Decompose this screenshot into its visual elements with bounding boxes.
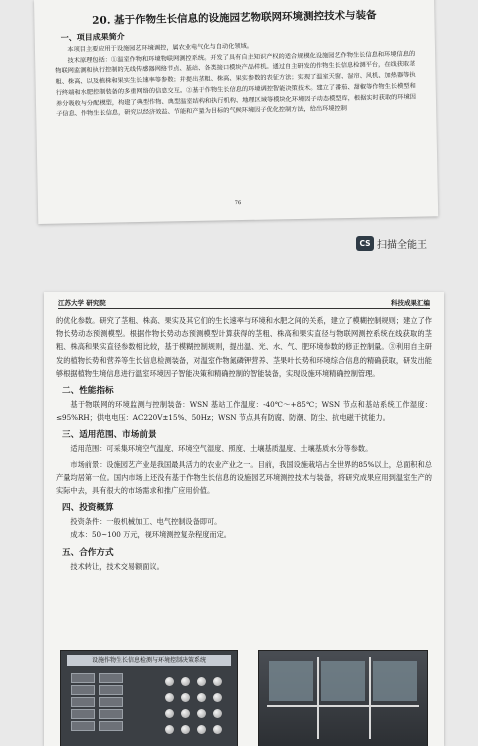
section-heading-intro: 一、项目成果简介 [60,31,125,43]
control-knob-icon [181,709,190,718]
section-heading-performance: 二、性能指标 [62,386,114,397]
running-header-right: 科技成果汇编 [391,299,430,307]
scope-paragraph: 适用范围：可采集环境空气温度、环境空气湿度、照度、土壤基质温度、土壤基质水分等参数。 [70,444,373,454]
greenhouse-photo [258,650,428,746]
sensor-cell [99,709,123,719]
sensor-cell [71,685,95,695]
market-paragraph: 市场前景：设施园艺产业是我国最具活力的农业产业之一。目前，我国设施栽培占全世界的85%以上，总面积和总产量均居第一位。国内市场上还没有基于作物生长信息的设施园艺环境测控技术与装备，将研究成果应用到温室生产的实际中去，具有很大的市场需求和推广应用价值。 [56,459,432,496]
section-heading-cooperation: 五、合作方式 [62,547,114,558]
section-heading-investment: 四、投资概算 [62,503,114,514]
control-system-photo-title: 设施作物生长信息检测与环境控制决策系统 [67,655,231,666]
control-knob-icon [213,709,222,718]
control-knob-icon [181,677,190,686]
control-knob-icon [213,725,222,734]
section-heading-scope-market: 三、适用范围、市场前景 [62,430,157,441]
control-knob-icon [197,693,206,702]
control-knob-icon [165,709,174,718]
control-knob-icon [165,725,174,734]
control-knob-icon [213,677,222,686]
greenhouse-window [269,661,313,701]
page-number: 76 [234,200,242,207]
sensor-cell [71,673,95,683]
control-knob-icon [165,693,174,702]
control-knob-icon [197,677,206,686]
sensor-cell [99,697,123,707]
control-knob-icon [165,677,174,686]
running-header [58,298,430,309]
greenhouse-frame [317,657,319,739]
camscanner-logo-icon: CS [356,236,374,251]
page-body [44,314,444,573]
control-knob-icon [213,693,222,702]
sensor-readout-grid [71,673,151,741]
continued-paragraph: 的优化参数。研究了茎粗、株高、果实及其它们的生长速率与环境和水肥之间的关系，建立了模糊控制规则；建立了作物长势动态预测模型。根据作物长势动态预测模型计算获得的茎粗、株高和果实直径与物联网测控系统在线获取的茎粗、株高和果实直径参数相比较，基于模糊控制规则，提出温、光、水、气、肥环境参数的修正控制量。③利用自主研发的植物长势和营养等生长信息检测装备，对温室作物氮磷钾营养、茎果叶长势和环境综合信息的精确获取，研发出能够根据植物生境信息进行温室环境因子智能决策和精确控制的智能装备，实现设施环境精确控制管理。 [56,316,432,378]
sensor-cell [71,721,95,731]
control-knob-icon [181,693,190,702]
intro-paragraph: 本项目主要应用于设施园艺环境调控，属农业电气化与自动化领域。 [67,42,254,54]
sensor-cell [99,721,123,731]
cost-paragraph: 成本：50~100 万元，视环境测控复杂程度而定。 [70,530,231,540]
greenhouse-frame [369,657,371,739]
scanned-page-bottom [44,292,444,746]
principle-paragraph: 技术原理包括：①温室作物和环境物联网测控系统。开发了具有自主知识产权的适合规模化设施园艺作物生长信息和环境信息的物联网监测和执行控制的无线传感器网络节点、基站、各类接口模块产品样机。通过自主研发的作物生长信息检测平台，在线获取茎粗、株高、以及植株和果实生长速率等参数；并提出茎粗、株高、果实参数的表征方法；实现了温室天窗、湿帘、风机、加热器等执行终端和水肥控制装备的多重网络的信息交互。②基于作物生长信息的环境调控智能决策技术。建立了番茄、甜椒等作物生长模型和养分吸收与分配模型，构建了典型作物、典型温室结构和执行机构、地理区域等模块化环境因子动态模型库，根据实时获取的环境因子信息、作物生长信息，研究以经济效益、节能和产量为目标的气候环境因子优化控制方法，给出环境控制 [55,50,416,118]
sensor-cell [71,697,95,707]
control-knob-icon [197,725,206,734]
cooperation-paragraph: 技术转让，技术交易额面议。 [70,561,164,571]
running-header-left: 江苏大学 研究院 [58,299,106,307]
greenhouse-frame [267,705,419,707]
photo-strip [60,650,428,746]
camscanner-brand-text: 扫描全能王 [377,240,427,251]
control-knob-icon [181,725,190,734]
sensor-cell [71,709,95,719]
camscanner-watermark [356,236,427,251]
document-title: 20. 基于作物生长信息的设施园艺物联网环境测控技术与装备 [92,9,377,27]
performance-paragraph: 基于物联网的环境监测与控制装备：WSN 基站工作温度：-40℃～+85℃；WSN 节点和基站系统工作湿度：≤95%RH；供电电压：AC220V±15%、50Hz；WSN 节点具有防腐、防潮、防尘、抗电磁干扰能力。 [56,400,432,423]
greenhouse-window [373,661,417,701]
equipment-paragraph: 投资条件：一般机械加工、电气控制设备即可。 [70,517,222,527]
scanned-page-top [34,0,438,224]
sensor-cell [99,685,123,695]
sensor-cell [99,673,123,683]
control-knob-icon [197,709,206,718]
control-system-photo [60,650,238,746]
greenhouse-window [321,661,365,701]
